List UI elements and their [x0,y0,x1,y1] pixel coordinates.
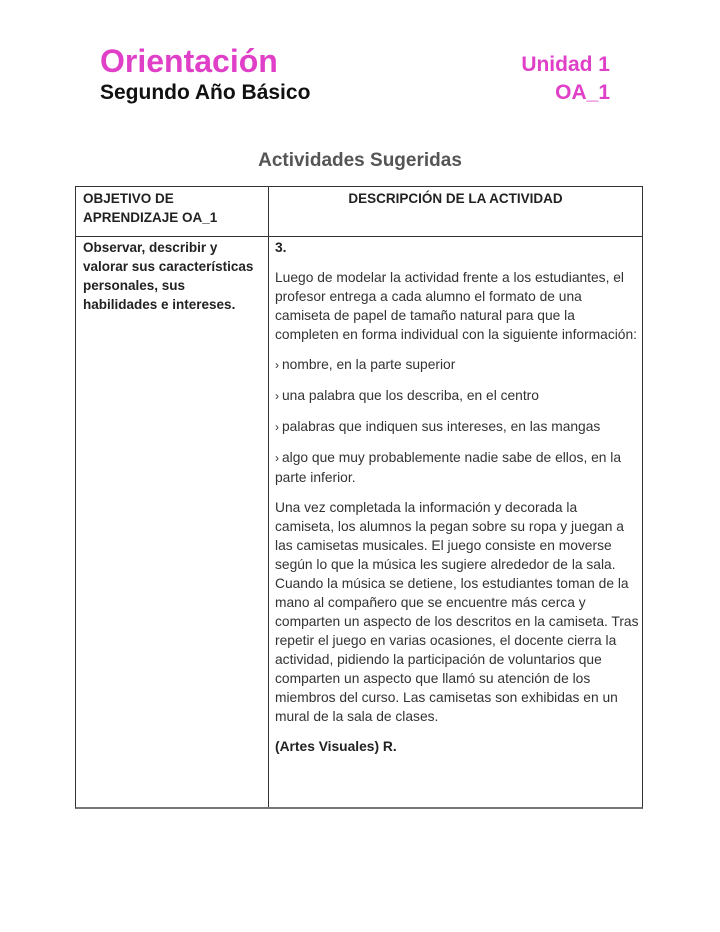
header-objective: OBJETIVO DE APRENDIZAJE OA_1 [83,191,218,225]
activity-closing: Una vez completada la información y decorada la camiseta, los alumnos la pegan sobre su ropa y juegan a las camisetas musicales. El juego consiste en moverse según lo que la música les sugiere alrededor de la sala. Cuando la música se detiene, los estudiantes toman de la mano al compañero que se encuentre más cerca y comparten un aspecto de los descritos en la camiseta. Tras repetir el juego en varias ocasiones, el docente cierra la actividad, pidiendo la participación de voluntarios que comparten un aspecto que llamó su atención de los miembros del curso. Las camisetas son exhibidas en un mural de la sala de clases. [275,500,639,724]
objective-code-label: OA_1 [555,81,610,104]
activities-table [75,186,643,809]
list-item [275,355,639,375]
chevron-right-icon: › [275,389,279,403]
list-item [275,417,639,437]
list-item [275,386,639,406]
column-divider [268,187,269,807]
objective-text: Observar, describir y valorar sus características personales, sus habilidades e intereses. [83,240,254,312]
chevron-right-icon: › [275,358,279,372]
chevron-right-icon: › [275,420,279,434]
subject-title: Orientación [100,43,278,79]
list-item-text: nombre, en la parte superior [282,357,456,372]
unit-label: Unidad 1 [521,53,610,76]
header-row-divider [76,236,642,237]
list-item-text: algo que muy probablemente nadie sabe de ellos, en la parte inferior. [275,450,622,485]
grade-title: Segundo Año Básico [100,81,311,104]
activity-number: 3. [275,240,287,255]
list-item [275,448,639,487]
section-title: Actividades Sugeridas [258,150,462,171]
subject-reference: (Artes Visuales) R. [275,739,397,754]
chevron-right-icon: › [275,451,279,465]
list-item-text: palabras que indiquen sus intereses, en las mangas [282,419,601,434]
header-description: DESCRIPCIÓN DE LA ACTIVIDAD [348,191,563,206]
list-item-text: una palabra que los describa, en el centro [282,388,539,403]
activity-intro: Luego de modelar la actividad frente a los estudiantes, el profesor entrega a cada alumno el formato de una camiseta de papel de tamaño natural para que la completen en forma individual con la siguiente información: [275,270,637,342]
activity-description [275,238,639,756]
